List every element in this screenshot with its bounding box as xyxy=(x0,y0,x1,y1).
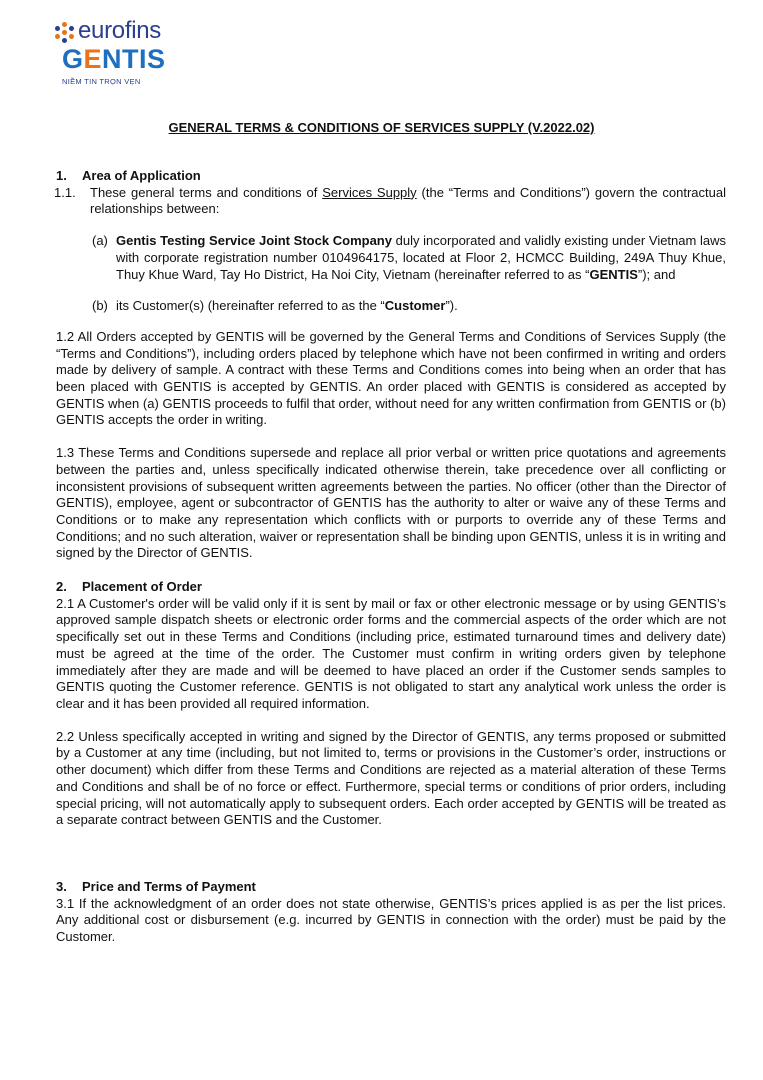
party-b-details: its Customer(s) (hereinafter referred to as the “ xyxy=(116,298,385,314)
party-b-short: Customer xyxy=(384,298,446,314)
clause-2-1: 2.1 A Customer's order will be valid only if it is sent by mail or fax or other electronic message or by using GENTIS’s approved sample dispatch sheets or electronic order forms and the commercial aspects of the order which are not specifically set out in these Terms and Conditions (including price, estimated turnaround times and delivery date) must be agreed at the time of the order. The Customer must confirm in writing orders given by telephone immediately after they are made and will be deemed to have placed an order if the Customer sends samples to GENTIS quoting the Customer reference. GENTIS is not obligated to start any analytical work unless the order is clear and it has been provided all required information. xyxy=(56,595,726,711)
party-a-company: Gentis Testing Service Joint Stock Company xyxy=(116,233,392,249)
clause-1-1-number: 1.1. xyxy=(54,184,76,200)
party-a-details: duly incorporated and validly existing under Vietnam laws with corporate registration number 0104964175, located at Floor 2, HCMCC Building, 249A Thuy Khue, Thuy Khue Ward, Tay Ho District, Ha Noi City, Vietnam (hereinafter referred to as “ xyxy=(116,233,727,282)
clause-1-3: 1.3 These Terms and Conditions supersede and replace all prior verbal or written price quotations and agreements between the parties and, unless specifically indicated otherwise therein, take precedence over all conflicting or inconsistent provisions of subsequent written agreements between the parties. No officer (other than the Director of GENTIS), employee, agent or subcontractor of GENTIS has the authority to alter or waive any of these Terms and Conditions or to make any representation which conflicts with or purports to override any of these Terms and Conditions; and no such alteration, waiver or representation shall be binding upon GENTIS, unless it is in writing and signed by the Director of GENTIS. xyxy=(56,445,726,561)
section-1-title: Area of Application xyxy=(82,168,201,183)
clause-3-1: 3.1 If the acknowledgment of an order does not state otherwise, GENTIS’s prices applied is as per the list prices. Any additional cost or disbursement (e.g. incurred by GENTIS in connection with the order) must be paid by the Customer. xyxy=(56,895,726,945)
clause-1-1-text-a: These general terms and conditions of xyxy=(90,184,323,200)
section-2-title: Placement of Order xyxy=(82,579,202,595)
party-b-end: ”). xyxy=(445,298,458,314)
logo-brand xyxy=(62,44,166,75)
document-title: GENERAL TERMS & CONDITIONS OF SERVICES SUPPLY (V.2022.02) xyxy=(168,120,595,135)
party-a-short: GENTIS xyxy=(589,266,638,282)
logo-word: eurofins xyxy=(78,17,161,44)
logo-brand-g: G xyxy=(62,44,84,74)
section-3-number: 3. xyxy=(56,878,67,894)
clause-1-2: 1.2 All Orders accepted by GENTIS will be governed by the General Terms and Conditions of Services Supply (the “Terms and Conditions”), including orders placed by telephone which have not been confirmed in writing and orders made by delivery of sample. A contract with these Terms and Conditions comes into being when an order that has been placed with GENTIS is accepted by GENTIS. An order placed with GENTIS is considered as accepted by GENTIS when (a) GENTIS proceeds to fulfil that order, without need for any written confirmation from GENTIS or (b) GENTIS accepts the order in writing. xyxy=(56,328,726,428)
party-b xyxy=(92,298,726,315)
party-b-text xyxy=(116,298,726,315)
section-2-heading xyxy=(56,579,726,596)
logo-brand-rest: NTIS xyxy=(102,44,166,74)
company-logo xyxy=(52,14,182,86)
party-a-label: (a) xyxy=(92,233,108,249)
services-supply-link: Services Supply xyxy=(322,184,417,200)
section-3-heading xyxy=(56,879,726,896)
document-body xyxy=(56,168,726,946)
section-1-heading xyxy=(56,168,726,185)
party-b-label: (b) xyxy=(92,298,108,314)
clause-1-1-text-b: (the “Terms and Conditions”) govern the contractual relationships between: xyxy=(90,184,726,217)
section-3-title: Price and Terms of Payment xyxy=(82,878,256,894)
logo-tagline: NIỀM TIN TRỌN VẸN xyxy=(62,77,141,86)
clause-1-1 xyxy=(54,185,726,218)
party-a xyxy=(92,233,726,283)
party-a-text xyxy=(116,233,726,283)
section-1-number: 1. xyxy=(56,168,67,183)
party-a-end: ”); and xyxy=(637,266,676,282)
logo-dots-icon xyxy=(54,22,76,44)
clause-1-1-text xyxy=(90,185,726,218)
clause-2-2: 2.2 Unless specifically accepted in writing and signed by the Director of GENTIS, any terms proposed or submitted by a Customer at any time (including, but not limited to, terms or provisions in the Customer’s order, instructions or other document) which differ from these Terms and Conditions are rejected as a material alteration of these Terms and Conditions and shall be of no force or effect. Furthermore, special terms or conditions of prior orders, including special pricing, will not automatically apply to subsequent orders. Each order accepted by GENTIS will be treated as a separate contract between GENTIS and the Customer. xyxy=(56,728,726,828)
logo-brand-e: E xyxy=(83,44,103,74)
section-2-number: 2. xyxy=(56,579,67,595)
